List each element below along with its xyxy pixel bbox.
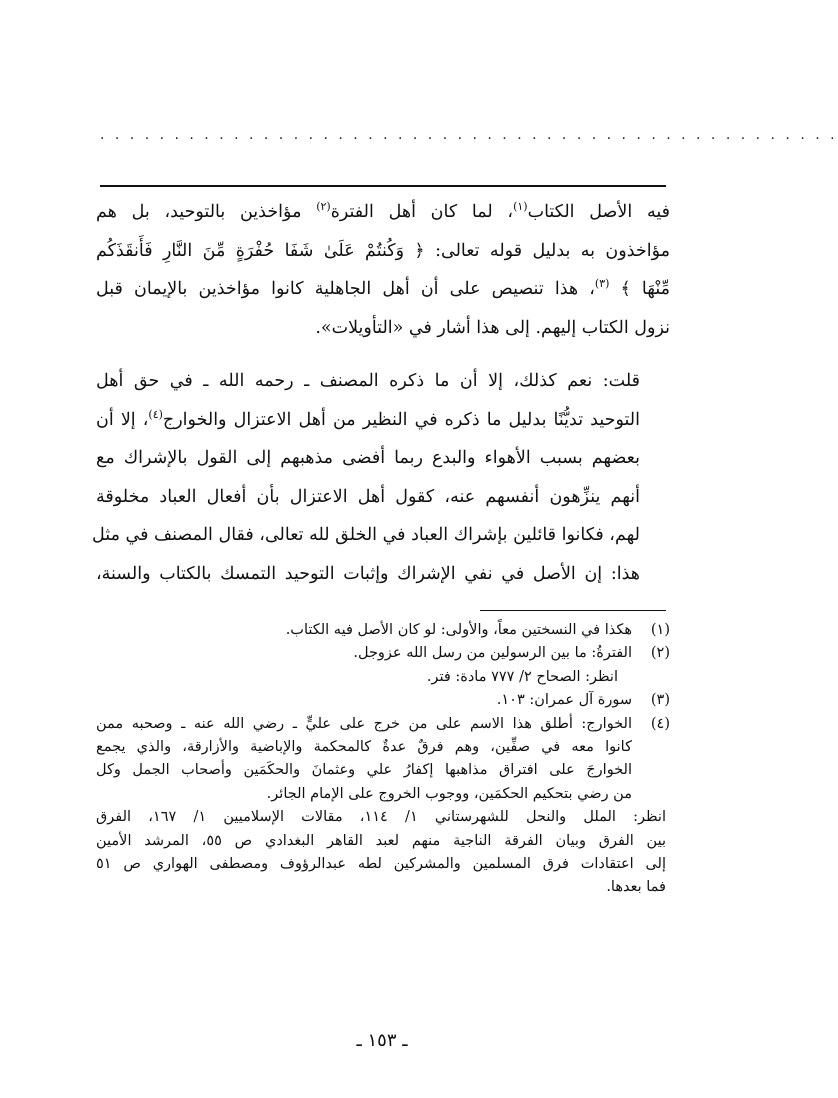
header-rule [100,185,666,187]
footnote-number: (٣) [650,692,670,709]
footnote-ref-1[interactable]: (١) [513,200,528,214]
footnote-number: (٢) [650,645,670,662]
text-line: هذا: إن الأصل في نفي الإشراك وإثبات التوحيد التمسك بالكتاب والسنة، [96,563,640,584]
footnote-4 [96,713,670,807]
footnote-text: الفترةُ: ما بين الرسولين من رسل الله عزوجل. [353,645,632,662]
footnote-2-source [96,666,670,689]
footnote-text: انظر: الصحاح ٢/ ٧٧٧ مادة: فتر. [426,668,618,685]
footnote-text: إلى اعتقادات فرق المسلمين والمشركين لطه عبدالرؤوف ومصطفى الهواري ص ٥١ [96,856,666,873]
text-line: بعضهم بسبب الأهواء والبدع ربما أفضى مذهبهم إلى القول بالإشراك مع [96,448,640,468]
footnote-text: الخوارج: أطلق هذا الاسم على من خرج على عليٍّ ـ رضي الله عنه ـ وصحبه ممن [96,715,632,732]
footnote-rule [480,610,666,611]
footnote-ref-4[interactable]: (٤) [148,407,163,421]
footnote-text: من رضي بتحكيم الحكمَين، ووجوب الخروج على الإمام الجائر. [266,785,632,802]
main-text [92,193,670,593]
footnote-text: هكذا في النسختين معاً، والأولى: لو كان الأصل فيه الكتاب. [285,622,632,638]
footnote-1 [96,619,670,642]
text-line: لهم، فكانوا قائلين بإشراك العباد في الخلق لله تعالى، فقال المصنف في مثل [92,525,640,545]
page-number: ـ ١٥٣ ـ [356,1030,408,1051]
footnote-ref-2[interactable]: (٢) [316,200,331,214]
footnote-3 [96,689,670,712]
footnote-number: (١) [650,622,670,638]
footnote-ref-3[interactable]: (٣) [594,277,610,291]
header-dotted-separator: · · · · · · · · · · · · · · · · · · · · · · · · · · · · · · · · · · · · · · · · · · · · · · · · · · [100,131,838,147]
text-line: نزول الكتاب إليهم. إلى هذا أشار في «التأويلات». [315,317,670,338]
text-line: مؤاخذون به بدليل قوله تعالى: ﴿ وَكُنتُمْ عَلَىٰ شَفَا حُفْرَةٍ مِّنَ النَّارِ فَأَنقَذَكُم [96,240,670,261]
footnote-text: كانوا معه في صفِّين، وهم فرقٌ عدةٌ كالمحكمة والإباضية والأزارقة، والذي يجمع [96,739,632,756]
text-line: فيه الأصل الكتاب$^{(١)}$، لما كان أهل الفترة$^{(٢)}$ مؤاخذين بالتوحيد، بل هم [96,200,670,222]
footnote-2 [96,642,670,665]
text-line: أنهم ينزِّهون أنفسهم عنه، كقول أهل الاعتزال بأن أفعال العباد مخلوقة [96,486,640,507]
paragraph-1 [96,193,670,347]
footnotes [96,619,670,900]
text-line: قلت: نعم كذلك، إلا أن ما ذكره المصنف ـ رحمه الله ـ في حق أهل [96,371,640,391]
paragraph-2 [92,362,670,593]
footnote-text: الخوارجَ على افتراق مذاهبها إكفارُ علي وعثمانَ والحكَمَين وأصحاب الجمل وكل [96,762,632,779]
footnote-text: فما بعدها. [606,879,666,896]
footnote-text: انظر: الملل والنحل للشهرستاني ١/ ١١٤، مقالات الإسلاميين ١/ ١٦٧، الفرق [96,809,666,826]
footnote-text: سورة آل عمران: ١٠٣. [496,692,632,709]
text-line: التوحيد تديُّنًا بدليل ما ذكره في النظير من أهل الاعتزال والخوارج$^{(٤)}$، إلا أن [96,407,640,430]
footnote-text: بين الفرق وبيان الفرقة الناجية منهم لعبد القاهر البغدادي ص ٥٥، المرشد الأمين [96,832,666,849]
text-line: مِّنْهَا ﴾ $^{(٣)}$، هذا تنصيص على أن أهل الجاهلية كانوا مؤاخذين بالإيمان قبل [96,277,670,299]
footnote-number: (٤) [650,715,670,732]
footnote-4-sources [96,806,670,900]
